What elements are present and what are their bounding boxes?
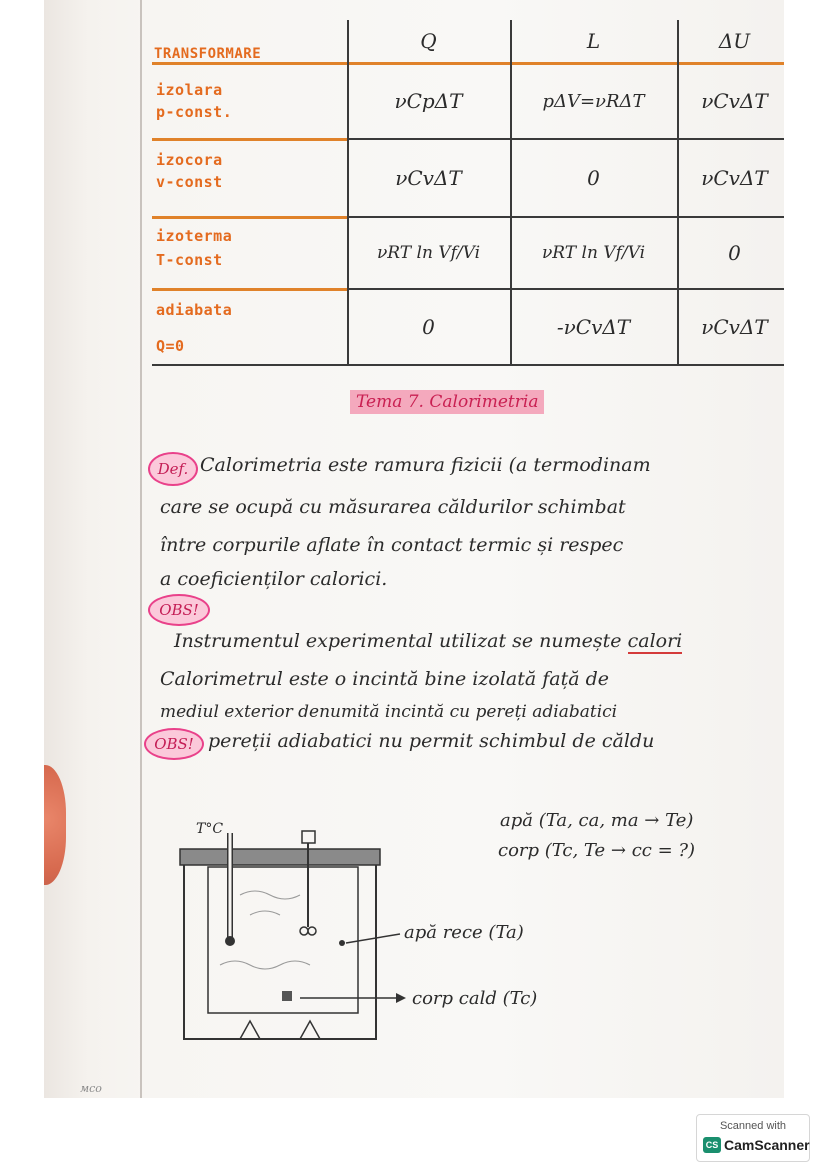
camscanner-badge — [696, 1114, 810, 1162]
cell-du: νCvΔT — [701, 166, 768, 190]
obs-line-text: Instrumentul experimental utilizat se numește — [174, 630, 622, 652]
row-condition: Q=0 — [156, 337, 185, 355]
hot-body-label: corp cald (Tc) — [412, 988, 538, 1009]
row-name: izoterma — [156, 227, 233, 245]
cell-du: 0 — [728, 241, 741, 265]
header-q: Q — [420, 29, 437, 53]
cell-du: νCvΔT — [701, 89, 768, 113]
header-l: L — [586, 29, 601, 53]
header-du: ΔU — [718, 29, 751, 53]
cell-q: νRT ln Vf/Vi — [376, 243, 481, 263]
def-line: Calorimetria este ramura fizicii (a termodinam — [200, 454, 651, 476]
def-line: a coeficienților calorici. — [160, 568, 388, 590]
obs-line: Calorimetrul este o incintă bine izolată față de — [160, 668, 609, 690]
cell-l: 0 — [587, 166, 600, 190]
obs2-line: pereții adiabatici nu permit schimbul de căldu — [208, 730, 655, 752]
def-line: între corpurile aflate în contact termic și respec — [160, 534, 624, 556]
row-condition: p-const. — [156, 103, 233, 121]
water-label: apă (Ta, ca, ma → Te) — [500, 810, 694, 831]
cell-l: -νCvΔT — [556, 315, 631, 339]
scanned-page — [44, 0, 784, 1098]
obs-line-highlight: calori — [627, 630, 683, 652]
obs2-tag: OBS! — [144, 728, 204, 760]
def-line: care se ocupă cu măsurarea căldurilor schimbat — [160, 496, 626, 518]
page-title: Tema 7. Calorimetria — [350, 390, 544, 414]
row-name: adiabata — [156, 301, 233, 319]
camscanner-logo-icon: CS — [703, 1137, 721, 1153]
header-transform: TRANSFORMARE — [154, 46, 262, 62]
cell-q: νCvΔT — [395, 166, 462, 190]
footer-scribble: мсо — [80, 1082, 102, 1095]
row-name: izocora — [156, 151, 223, 169]
badge-brand — [703, 1137, 810, 1153]
body-label: corp (Tc, Te → cc = ?) — [498, 840, 696, 861]
cold-water-label: apă rece (Ta) — [404, 922, 524, 943]
cell-du: νCvΔT — [701, 315, 768, 339]
cell-q: νCpΔT — [394, 89, 463, 113]
cell-l: pΔV=νRΔT — [542, 90, 645, 112]
obs-tag: OBS! — [148, 594, 210, 626]
obs-line: mediul exterior denumită incintă cu pereți adiabatici — [160, 702, 618, 722]
badge-brand-text: CamScanner — [724, 1137, 810, 1153]
row-name: izolara — [156, 81, 223, 99]
cell-q: 0 — [422, 315, 435, 339]
def-tag: Def. — [148, 452, 198, 486]
cell-l: νRT ln Vf/Vi — [541, 243, 646, 263]
badge-top-text: Scanned with — [719, 1120, 787, 1132]
row-condition: v-const — [156, 173, 223, 191]
thermometer-label: T°C — [196, 821, 224, 837]
row-condition: T-const — [156, 251, 223, 269]
